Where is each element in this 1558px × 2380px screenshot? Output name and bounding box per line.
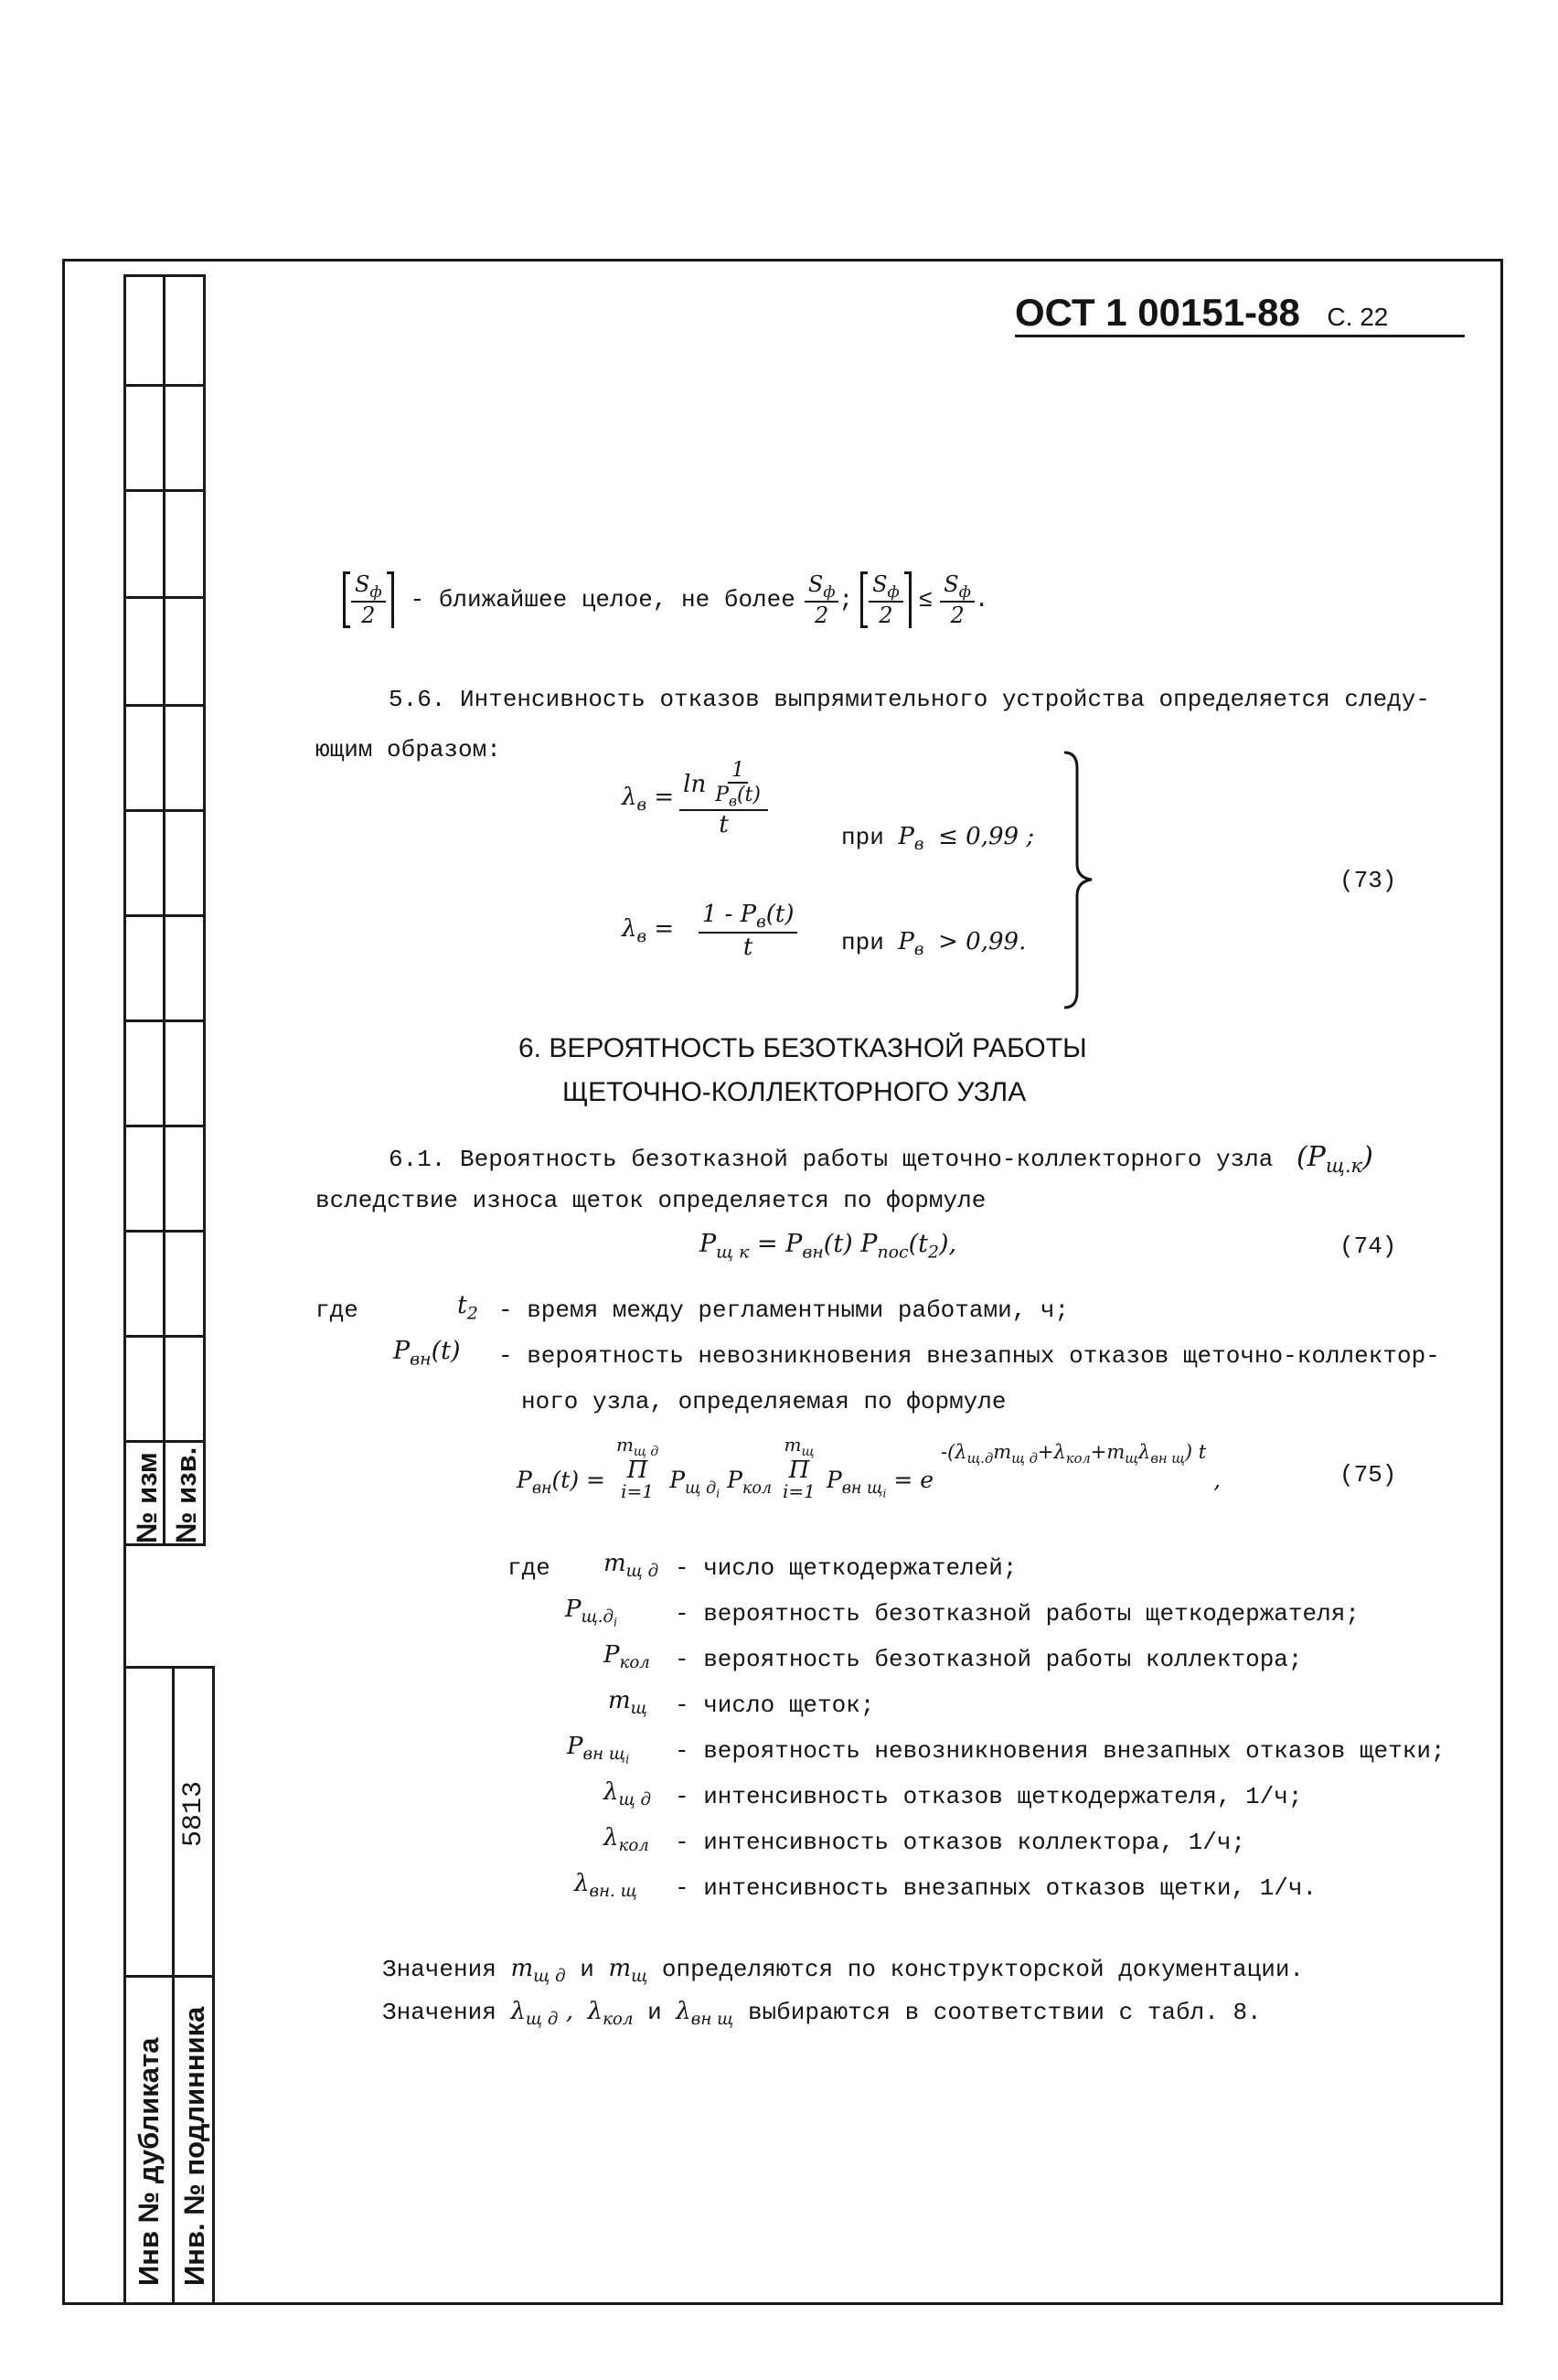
doc-code: ОСТ 1 00151-88 xyxy=(1015,291,1300,334)
formula-73-b: $\lambda_в$ = $\frac{1 - P_в(t)}{t}$ xyxy=(622,901,816,961)
legend-item-3: - вероятность безотказной работы коллектора; xyxy=(675,1646,1303,1673)
floor-bracket-2: $\frac{S_ф}{2}$ xyxy=(860,571,912,628)
stamp-inv-original: Инв. № подлинника xyxy=(178,2006,210,2286)
legend-symbol-p-vnsh: $P_{вн щ_i}$ xyxy=(567,1733,630,1767)
page-number: С. 22 xyxy=(1327,303,1389,331)
stamp-row xyxy=(123,1125,206,1127)
stamp-col-line-3 xyxy=(203,274,206,1543)
formula-73-brace xyxy=(1061,750,1097,1010)
stamp-row xyxy=(123,1543,206,1546)
floor-bracket: $\frac{S_ф}{2}$ xyxy=(343,571,394,628)
stamp-row xyxy=(123,274,206,277)
stamp-row xyxy=(123,1019,206,1022)
formula-73-b-cond: при $P_в > 0,99$. xyxy=(841,928,1027,960)
stamp-row xyxy=(123,1975,215,1978)
stamp-row xyxy=(123,809,206,812)
formula-75: $P_{вн}(t)$ = $m_{щ д}$ Π i=1 $P_{щ д_i}$ $P_{кол}$ $m_щ$ Π i=1 $P_{вн щ_i} = e$ $-(\lambda_{щ.д}m_{щ д}+\lambda_{кол}+m_щ\lambda_{вн щ})$ t , xyxy=(517,1434,1222,1502)
pvn-description-2: ного узла, определяемая по формуле xyxy=(521,1388,1007,1415)
bound-fraction: $\frac{S_ф}{2}$ xyxy=(805,571,839,628)
stamp-no-izv: № изв. xyxy=(170,1446,202,1543)
sec-6-1-line2: вследствие износа щеток определяется по формуле xyxy=(315,1187,987,1214)
header-underline xyxy=(1015,335,1465,337)
section-6-title-2: ЩЕТОЧНО-КОЛЛЕКТОРНОГО УЗЛА xyxy=(562,1077,1027,1107)
legend-symbol-m-shd: $m_{щ д}$ xyxy=(603,1550,659,1582)
sec-5-6-line1: 5.6. Интенсивность отказов выпрямительного устройства определяется следу- xyxy=(389,686,1430,713)
stamp-row xyxy=(123,914,206,917)
where-label-2: где xyxy=(507,1554,550,1582)
eq-73-number: (73) xyxy=(1339,867,1397,894)
legend-item-4: - число щеток; xyxy=(675,1692,875,1719)
formula-73-a-cond: при $P_в \le 0,99$ ; xyxy=(841,823,1035,855)
t2-description: - время между регламентными работами, ч; xyxy=(498,1297,1070,1324)
legend-symbol-lambda-shd: $\lambda_{щ д}$ xyxy=(603,1778,651,1810)
stamp-col-line-4 xyxy=(172,1666,175,2302)
stamp-col-line-2 xyxy=(163,274,165,1543)
section-6-title-1: 6. ВЕРОЯТНОСТЬ БЕЗОТКАЗНОЙ РАБОТЫ xyxy=(518,1033,1087,1063)
legend-symbol-lambda-kol: $\lambda_{кол}$ xyxy=(603,1824,649,1856)
stamp-inv-number: 5813 xyxy=(178,1780,209,1847)
bound-fraction-2: $\frac{S_ф}{2}$ xyxy=(940,571,975,628)
t2-symbol: $t_2$ xyxy=(457,1291,478,1324)
stamp-no-izm: № изм xyxy=(131,1452,163,1543)
where-label-1: где xyxy=(315,1297,358,1324)
formula-73-a: $\lambda_в$ = ln $\frac{1}{P_в(t)}$ t xyxy=(622,759,768,838)
eq-74-number: (74) xyxy=(1339,1233,1397,1260)
legend-item-5: - вероятность невозникновения внезапных отказов щетки; xyxy=(675,1737,1446,1765)
legend-item-2: - вероятность безотказной работы щеткодержателя; xyxy=(675,1600,1360,1628)
stamp-row xyxy=(123,1666,215,1669)
legend-item-1: - число щеткодержателей; xyxy=(675,1554,1018,1582)
legend-item-6: - интенсивность отказов щеткодержателя, 1/ч; xyxy=(675,1783,1303,1810)
page-header xyxy=(1015,291,1388,335)
legend-symbol-lambda-vnsh: $\lambda_{вн. щ}$ xyxy=(574,1870,637,1902)
formula-74: $P_{щ к} = P_{вн}(t)$ $P_{пос}(t_2)$, xyxy=(699,1230,957,1263)
stamp-row xyxy=(123,704,206,707)
legend-item-7: - интенсивность отказов коллектора, 1/ч; xyxy=(675,1829,1246,1856)
legend-symbol-p-shd: $P_{щ.д_i}$ xyxy=(565,1596,618,1630)
stamp-inv-duplicate: Инв № дубликата xyxy=(133,2037,165,2286)
stamp-row xyxy=(123,384,206,387)
sec-6-1-line1: 6.1. Вероятность безотказной работы щеточно-коллекторного узла $(P_{щ.к})$ xyxy=(389,1141,1373,1177)
legend-symbol-m-sh: $m_щ$ xyxy=(608,1687,647,1719)
floor-note-text: - ближайшее целое, не более xyxy=(410,585,795,614)
stamp-row xyxy=(123,1230,206,1233)
sec-5-6-line2: ющим образом: xyxy=(315,736,501,763)
stamp-col-line-5 xyxy=(212,1666,215,2302)
final-line-2: Значения $\lambda_{щ д}$ , $\lambda_{кол}$ и $\lambda_{вн щ}$ выбираются в соответствии с табл. 8. xyxy=(382,1998,1262,2030)
stamp-row xyxy=(123,1335,206,1338)
stamp-row xyxy=(123,1440,206,1443)
eq-75-number: (75) xyxy=(1339,1461,1397,1489)
pvn-description-1: - вероятность невозникновения внезапных отказов щеточно-коллектор- xyxy=(498,1342,1440,1370)
stamp-col-line-1 xyxy=(123,274,126,2302)
floor-note: $\frac{S_ф}{2}$ - ближайшее целое, не более $\frac{S_ф}{2}$ ; $\frac{S_ф}{2}$ ≤ $\frac{S_ф}{2}$ . xyxy=(343,571,988,628)
legend-item-8: - интенсивность внезапных отказов щетки, 1/ч. xyxy=(675,1874,1318,1902)
stamp-row xyxy=(123,489,206,492)
pvn-symbol: $P_{вн}(t)$ xyxy=(393,1337,461,1370)
stamp-row xyxy=(123,596,206,599)
legend-symbol-p-kol: $P_{кол}$ xyxy=(603,1641,650,1673)
final-line-1: Значения $m_{щ д}$ и $m_щ$ определяются по конструкторской документации. xyxy=(382,1955,1305,1987)
